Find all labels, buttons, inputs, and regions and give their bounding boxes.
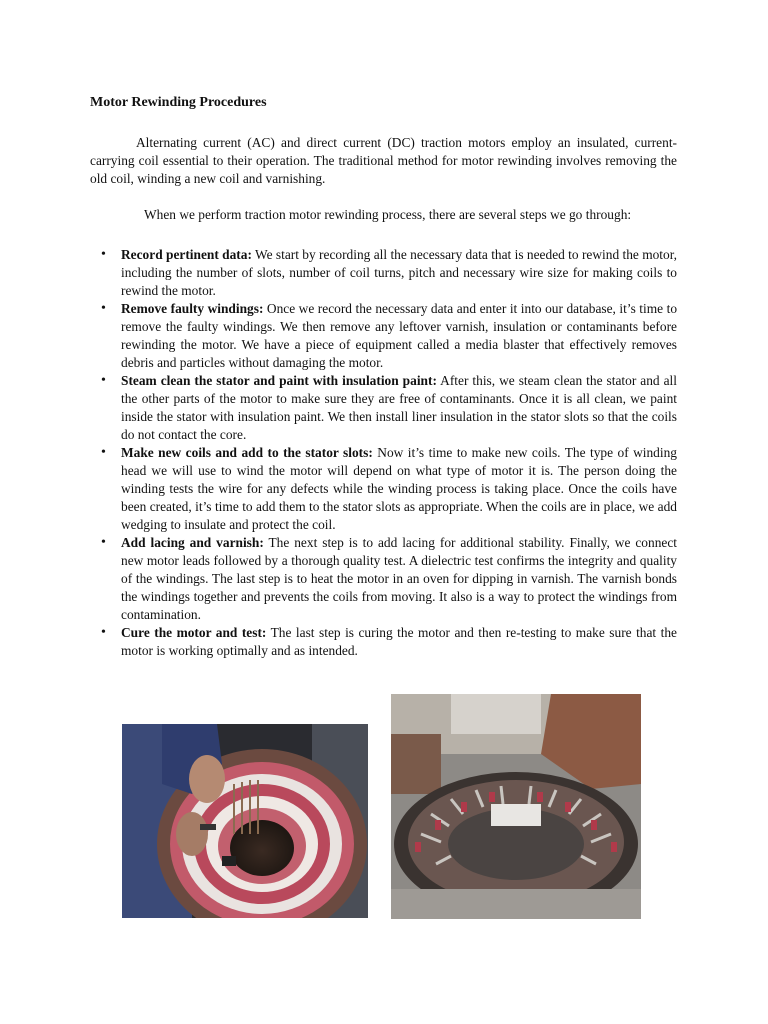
bullet-icon: • (101, 625, 106, 640)
list-item (90, 246, 677, 300)
page-title: Motor Rewinding Procedures (90, 95, 267, 110)
steps-list (90, 246, 677, 660)
stator-winding-photo-icon (122, 724, 368, 918)
step-text: Once we record the necessary data and enter it into our database, it’s time to remove the faulty windings. We then remove any leftover varnish, insulation or contaminants before rewinding the motor. We have a piece of equipment called a media blaster that effectively removes debris and particles without damaging the motor. (121, 301, 678, 370)
bullet-icon: • (101, 373, 106, 388)
stator-slots-photo-icon (391, 694, 641, 919)
step-text: Now it’s time to make new coils. The type of winding head we will use to wind the motor will depend on what type of motor it is. The person doing the winding tests the wire for any defects while the winding process is taking place. Once the coils have been created, it’s time to add them to the stator slots as appropriate. When the coils are in place, we add wedging to insulate and protect the coil. (121, 445, 677, 532)
bullet-icon: • (101, 535, 106, 550)
step-text: The next step is to add lacing for additional stability. Finally, we connect new motor leads followed by a thorough quality test. A dielectric test confirms the integrity and quality of the windings. The last step is to heat the motor in an oven for dipping in varnish. The varnish bonds the windings together and prevents the coils from moving. It also is a way to protect the windings from contamination. (121, 535, 677, 622)
step-heading: Add lacing and varnish: (121, 535, 264, 550)
step-heading: Steam clean the stator and paint with insulation paint: (121, 373, 437, 388)
step-heading: Cure the motor and test: (121, 625, 267, 640)
bullet-icon: • (101, 301, 106, 316)
step-heading: Make new coils and add to the stator slots: (121, 445, 373, 460)
step-text: After this, we steam clean the stator and all the other parts of the motor to make sure they are free of contaminants. Once it is all clean, we paint inside the stator with insulation paint. We then install liner insulation in the stator slots so that the coils do not contact the core. (121, 373, 677, 442)
bullet-icon: • (101, 445, 106, 460)
step-heading: Remove faulty windings: (121, 301, 264, 316)
list-item (90, 624, 677, 660)
step-text: We start by recording all the necessary data that is needed to rewind the motor, including the number of slots, number of coil turns, pitch and necessary wire size for making coils to rewind the motor. (121, 247, 677, 298)
step-heading: Record pertinent data: (121, 247, 252, 262)
document-page (90, 94, 677, 660)
stator-winding-photo (122, 724, 368, 918)
list-item (90, 300, 677, 372)
list-item (90, 534, 677, 624)
stator-slots-photo (391, 694, 641, 919)
intro-paragraph: Alternating current (AC) and direct current (DC) traction motors employ an insulated, current-carrying coil essential to their operation. The traditional method for motor rewinding involves removing the old coil, winding a new coil and varnishing. (90, 135, 677, 186)
list-item (90, 372, 677, 444)
list-item (90, 444, 677, 534)
bullet-icon: • (101, 247, 106, 262)
step-text: The last step is curing the motor and then re-testing to make sure that the motor is working optimally and as intended. (121, 625, 677, 658)
steps-intro-paragraph: When we perform traction motor rewinding process, there are several steps we go through: (144, 207, 632, 222)
